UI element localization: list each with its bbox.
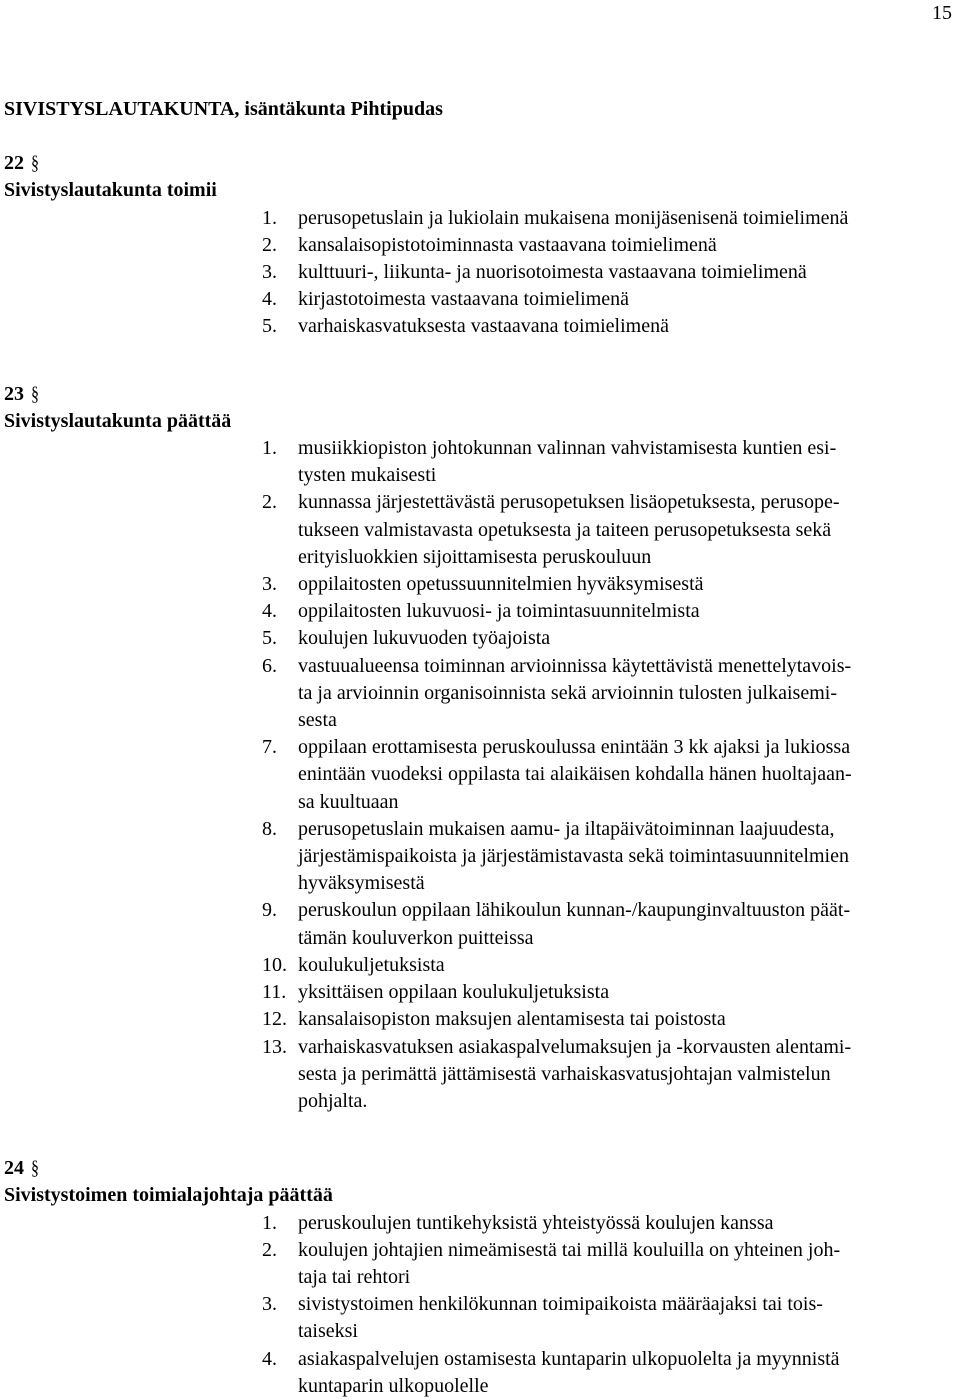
list-item-line: tämän kouluverkon puitteissa [298, 926, 534, 949]
list-item [4, 1006, 954, 1033]
list-item-number: 6. [262, 654, 277, 677]
list-item-line: kulttuuri-, liikunta- ja nuorisotoimesta vastaavana toimielimenä [298, 261, 807, 284]
list-item-line: tysten mukaisesti [298, 464, 437, 487]
list-item-line: peruskoulun oppilaan lähikoulun kunnan-/kaupunginvaltuuston päät- [298, 899, 851, 922]
list-item-line: yksittäisen oppilaan koulukuljetuksista [298, 981, 610, 1004]
list-item-line: kansalaisopistotoiminnasta vastaavana toimielimenä [298, 233, 717, 256]
list-item-line: pohjalta. [298, 1089, 368, 1112]
document-body [4, 96, 954, 1400]
list-item-number: 12. [262, 1008, 287, 1031]
list-item-line: oppilaitosten opetussuunnitelmien hyväksymisestä [298, 573, 704, 596]
list-item [4, 571, 954, 598]
list-item-line: enintään vuodeksi oppilasta tai alaikäisen kohdalla hänen huoltajaan- [298, 763, 852, 786]
list-item-line: kirjastotoimesta vastaavana toimielimenä [298, 288, 630, 311]
list-item-number: 2. [262, 1238, 277, 1261]
list-item-line: koulujen johtajien nimeämisestä tai millä kouluilla on yhteinen joh- [298, 1238, 841, 1261]
list-item [4, 625, 954, 652]
list-item [4, 816, 954, 898]
section-sign-icon: § [31, 152, 39, 175]
list-item-line: musiikkiopiston johtokunnan valinnan vahvistamisesta kuntien esi- [298, 437, 837, 460]
section-sign-icon: § [31, 382, 39, 405]
list-item-line: asiakaspalvelujen ostamisesta kuntaparin ulkopuolelta ja myynnistä [298, 1347, 840, 1370]
list-item-line: perusopetuslain mukaisen aamu- ja iltapäivätoiminnan laajuudesta, [298, 817, 835, 840]
sections-container [4, 150, 954, 1400]
list-item [4, 1034, 954, 1116]
list-item-line: perusopetuslain ja lukiolain mukaisena monijäsenisenä toimielimenä [298, 206, 849, 229]
section-title: Sivistyslautakunta toimii [4, 179, 217, 202]
list-item-number: 3. [262, 1293, 277, 1316]
list-item-line: sa kuultuaan [298, 790, 399, 813]
list-item-line: taiseksi [298, 1320, 358, 1343]
list-item-number: 5. [262, 315, 277, 338]
page-number: 15 [932, 2, 952, 24]
list-item-number: 10. [262, 953, 287, 976]
section-number [4, 381, 954, 408]
section-24 [4, 1155, 954, 1400]
list-item-line: erityisluokkien sijoittamisesta peruskouluun [298, 545, 652, 568]
item-list [4, 205, 954, 341]
list-item-line: sivistystoimen henkilökunnan toimipaikoista määräajaksi tai tois- [298, 1293, 823, 1316]
section-number-text: 22 [4, 152, 24, 175]
list-item-number: 4. [262, 600, 277, 623]
list-item-number: 8. [262, 817, 277, 840]
list-item [4, 1346, 954, 1400]
list-item [4, 313, 954, 340]
section-number-text: 23 [4, 382, 24, 405]
list-item [4, 952, 954, 979]
list-item-line: järjestämispaikoista ja järjestämistavasta sekä toimintasuunnitelmien [298, 845, 849, 868]
list-item-number: 11. [262, 981, 287, 1004]
list-item-line: koulukuljetuksista [298, 953, 445, 976]
list-item-line: oppilaan erottamisesta peruskoulussa enintään 3 kk ajaksi ja lukiossa [298, 736, 851, 759]
item-list [4, 1210, 954, 1400]
list-item-line: koulujen lukuvuoden työajoista [298, 627, 551, 650]
list-item-number: 13. [262, 1035, 287, 1058]
list-item-line: ta ja arvioinnin organisoinnista sekä arvioinnin tulosten julkaisemi- [298, 681, 837, 704]
item-list [4, 435, 954, 1115]
list-item-line: taja tai rehtori [298, 1265, 411, 1288]
section-22 [4, 150, 954, 340]
document-heading: SIVISTYSLAUTAKUNTA, isäntäkunta Pihtipudas [4, 98, 443, 120]
list-item-number: 4. [262, 1347, 277, 1370]
list-item [4, 205, 954, 232]
list-item-line: tukseen valmistavasta opetuksesta ja taiteen perusopetuksesta sekä [298, 518, 832, 541]
list-item-line: kuntaparin ulkopuolelle [298, 1374, 489, 1397]
section-number-text: 24 [4, 1157, 24, 1180]
list-item [4, 286, 954, 313]
list-item-number: 3. [262, 573, 277, 596]
list-item-line: sesta [298, 709, 337, 732]
list-item-number: 3. [262, 261, 277, 284]
list-item-number: 9. [262, 899, 277, 922]
list-item [4, 489, 954, 571]
list-item [4, 232, 954, 259]
list-item-line: hyväksymisestä [298, 872, 425, 895]
list-item-number: 1. [262, 1211, 277, 1234]
list-item [4, 979, 954, 1006]
list-item-number: 5. [262, 627, 277, 650]
list-item-number: 4. [262, 288, 277, 311]
list-item [4, 1210, 954, 1237]
list-item-number: 2. [262, 491, 277, 514]
list-item-line: sesta ja perimättä jättämisestä varhaiskasvatusjohtajan valmistelun [298, 1062, 831, 1085]
section-number [4, 1155, 954, 1182]
list-item [4, 653, 954, 735]
list-item [4, 897, 954, 951]
list-item-number: 1. [262, 437, 277, 460]
list-item-line: kunnassa järjestettävästä perusopetuksen lisäopetuksesta, perusope- [298, 491, 840, 514]
list-item-line: varhaiskasvatuksesta vastaavana toimielimenä [298, 315, 669, 338]
list-item-number: 1. [262, 206, 277, 229]
list-item-number: 7. [262, 736, 277, 759]
list-item [4, 1291, 954, 1345]
list-item [4, 734, 954, 816]
list-item [4, 1237, 954, 1291]
list-item-line: vastuualueensa toiminnan arvioinnissa käytettävistä menettelytavois- [298, 654, 852, 677]
section-title: Sivistystoimen toimialajohtaja päättää [4, 1184, 333, 1207]
list-item [4, 259, 954, 286]
list-item-line: peruskoulujen tuntikehyksistä yhteistyössä koulujen kanssa [298, 1211, 774, 1234]
heading-gap [4, 123, 954, 150]
list-item [4, 598, 954, 625]
list-item-line: kansalaisopiston maksujen alentamisesta tai poistosta [298, 1008, 726, 1031]
section-number [4, 150, 954, 177]
list-item [4, 435, 954, 489]
list-item-line: varhaiskasvatuksen asiakaspalvelumaksujen ja -korvausten alentami- [298, 1035, 852, 1058]
section-sign-icon: § [31, 1157, 39, 1180]
list-item-number: 2. [262, 233, 277, 256]
section-23 [4, 381, 954, 1115]
list-item-line: oppilaitosten lukuvuosi- ja toimintasuunnitelmista [298, 600, 700, 623]
section-title: Sivistyslautakunta päättää [4, 409, 232, 432]
